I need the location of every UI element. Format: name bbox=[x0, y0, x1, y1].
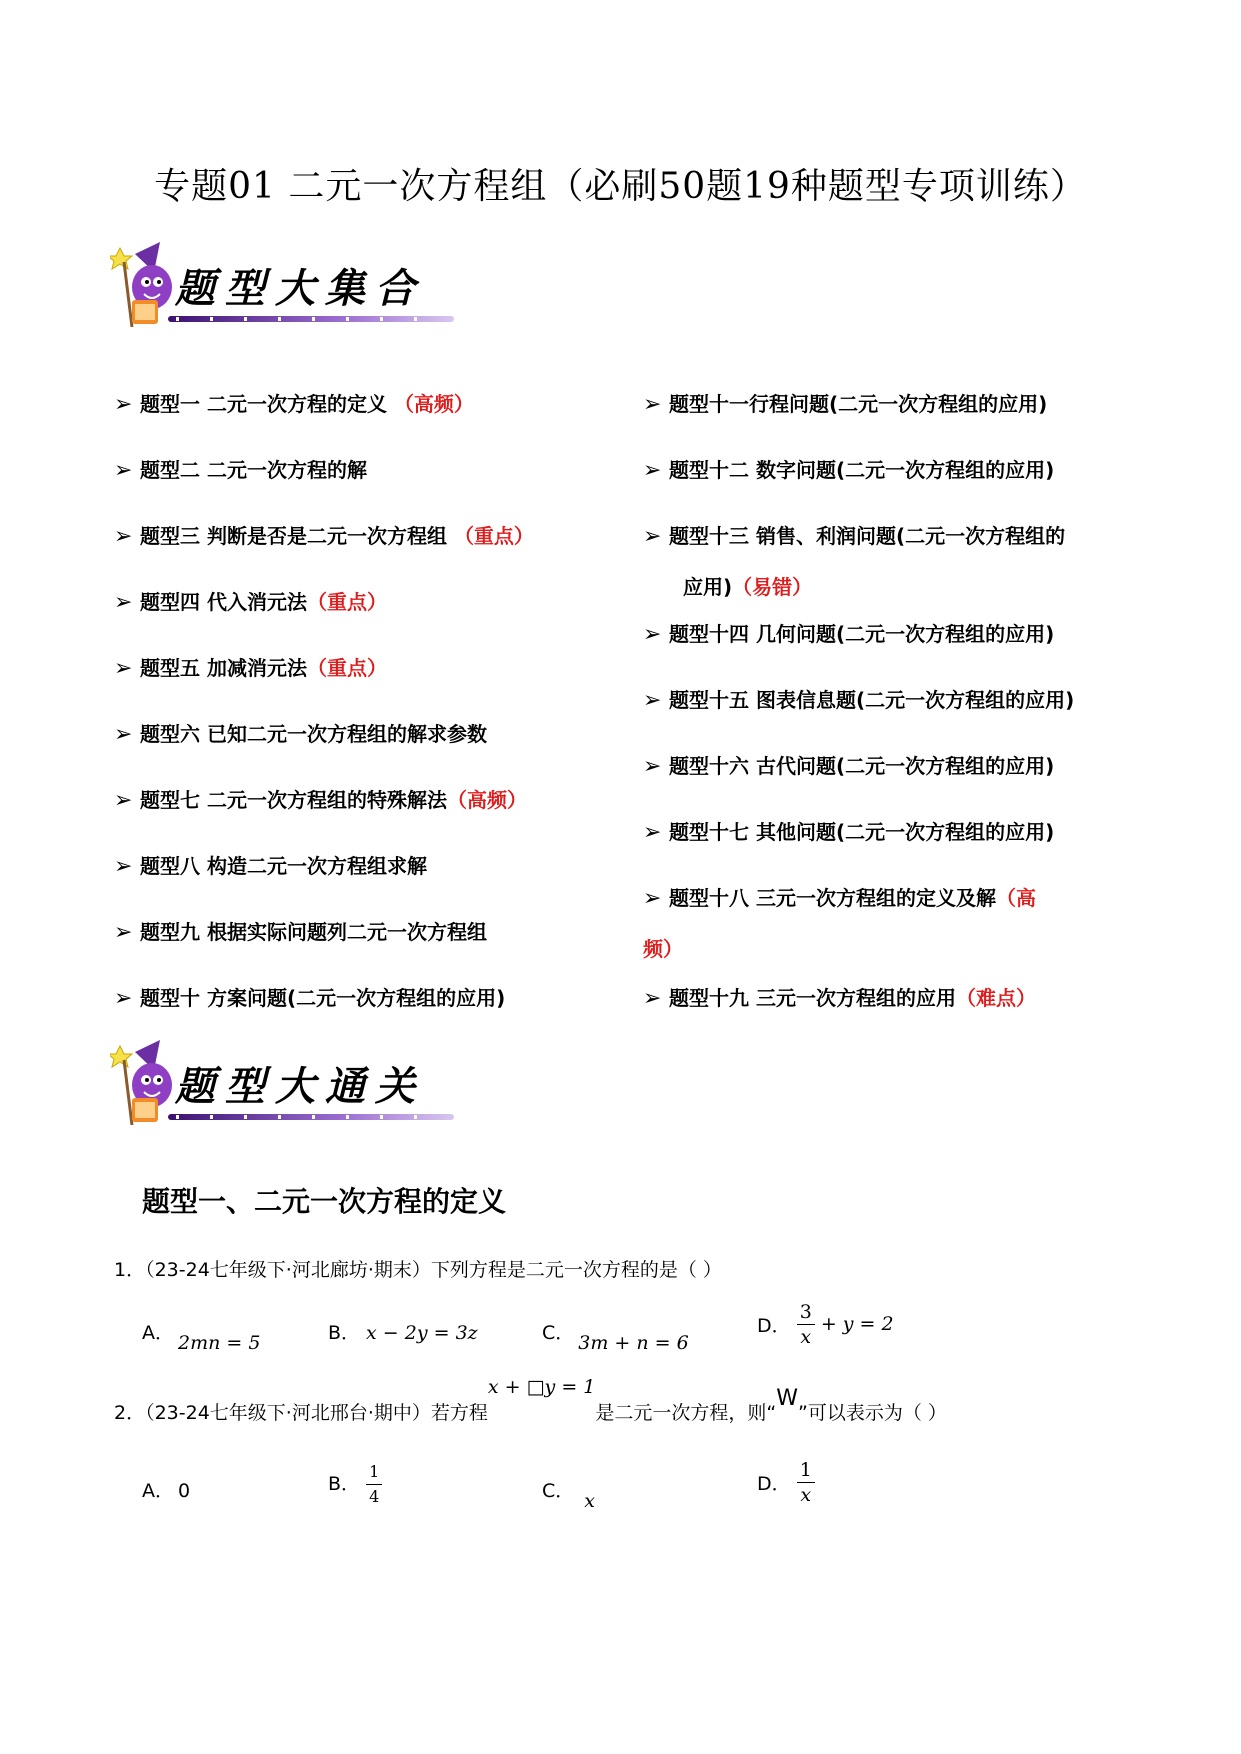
arrow-bullet-icon: ➢ bbox=[114, 986, 133, 1011]
wizard-mascot-icon bbox=[110, 1030, 180, 1140]
arrow-bullet-icon: ➢ bbox=[643, 622, 662, 647]
priority-tag: （重点） bbox=[306, 590, 387, 614]
list-item: ➢ 题型五 加减消元法（重点） bbox=[114, 656, 387, 681]
priority-tag: （易错） bbox=[732, 575, 813, 599]
fraction: $\frac{1}{x}$ bbox=[797, 1458, 815, 1507]
option-c: C． x bbox=[542, 1480, 595, 1512]
arrow-bullet-icon: ➢ bbox=[643, 392, 662, 417]
section-banner-practice bbox=[110, 1030, 460, 1140]
priority-tag: （难点） bbox=[955, 986, 1036, 1010]
question-text: （23-24七年级下·河北廊坊·期末）下列方程是二元一次方程的是（ ） bbox=[145, 1259, 722, 1281]
list-item: ➢ 题型十四 几何问题(二元一次方程组的应用) bbox=[643, 622, 1055, 647]
banner-title: 题型大通关 bbox=[175, 1063, 425, 1110]
priority-tag-continued: 频） bbox=[643, 937, 683, 961]
arrow-bullet-icon: ➢ bbox=[114, 854, 133, 879]
question-number: 1． bbox=[114, 1259, 146, 1281]
priority-tag: （高 bbox=[995, 886, 1036, 910]
section-heading: 题型一、二元一次方程的定义 bbox=[142, 1185, 507, 1218]
arrow-bullet-icon: ➢ bbox=[643, 458, 662, 483]
banner-title: 题型大集合 bbox=[175, 265, 425, 312]
banner-divider-dashes bbox=[176, 1115, 446, 1119]
option-d: D． $\frac{3}{x}$ + y = 2 bbox=[757, 1301, 894, 1348]
section-banner-collection bbox=[110, 232, 460, 342]
list-item: ➢ 题型八 构造二元一次方程组求解 bbox=[114, 854, 427, 879]
priority-tag: （高频） bbox=[446, 788, 527, 812]
list-item: ➢ 题型十八 三元一次方程组的定义及解（高 频） bbox=[643, 886, 1036, 961]
arrow-bullet-icon: ➢ bbox=[114, 590, 133, 615]
question-1 bbox=[114, 1255, 722, 1282]
banner-divider-dashes bbox=[176, 317, 446, 321]
option-c: C． 3m + n = 6 bbox=[542, 1322, 689, 1354]
option-b: B． x − 2y = 3z bbox=[328, 1322, 478, 1344]
arrow-bullet-icon: ➢ bbox=[643, 754, 662, 779]
arrow-bullet-icon: ➢ bbox=[643, 986, 662, 1011]
equation: x + □y = 1 bbox=[487, 1376, 596, 1398]
list-item: ➢ 题型十七 其他问题(二元一次方程组的应用) bbox=[643, 820, 1055, 845]
fraction: $\frac{1}{4}$ bbox=[366, 1460, 382, 1509]
page-title: 专题01 二元一次方程组（必刷50题19种题型专项训练） bbox=[154, 166, 1087, 207]
question-number: 2． bbox=[114, 1402, 146, 1424]
arrow-bullet-icon: ➢ bbox=[643, 886, 662, 911]
list-item: ➢ 题型一 二元一次方程的定义 （高频） bbox=[114, 392, 474, 417]
list-item: ➢ 题型十一行程问题(二元一次方程组的应用) bbox=[643, 392, 1048, 417]
arrow-bullet-icon: ➢ bbox=[114, 920, 133, 945]
list-item: ➢ 题型九 根据实际问题列二元一次方程组 bbox=[114, 920, 487, 945]
arrow-bullet-icon: ➢ bbox=[114, 458, 133, 483]
list-item: ➢ 题型三 判断是否是二元一次方程组 （重点） bbox=[114, 524, 534, 549]
list-item: ➢ 题型十九 三元一次方程组的应用（难点） bbox=[643, 986, 1036, 1011]
list-item: ➢ 题型十六 古代问题(二元一次方程组的应用) bbox=[643, 754, 1055, 779]
option-a: A． 2mn = 5 bbox=[142, 1322, 261, 1354]
placeholder-symbol: W bbox=[776, 1386, 799, 1411]
arrow-bullet-icon: ➢ bbox=[114, 392, 133, 417]
option-b: B． $\frac{1}{4}$ bbox=[328, 1460, 382, 1509]
arrow-bullet-icon: ➢ bbox=[643, 688, 662, 713]
question-2: 2．（23-24七年级下·河北邢台·期中）若方程x + □y = 1是二元一次方程，则“W”可以表示为（ ） bbox=[114, 1376, 947, 1424]
list-item: ➢ 题型六 已知二元一次方程组的解求参数 bbox=[114, 722, 487, 747]
arrow-bullet-icon: ➢ bbox=[114, 788, 133, 813]
list-item: ➢ 题型十三 销售、利润问题(二元一次方程组的 应用)（易错） bbox=[643, 524, 1066, 599]
arrow-bullet-icon: ➢ bbox=[114, 722, 133, 747]
option-d: D． $\frac{1}{x}$ bbox=[757, 1458, 815, 1507]
arrow-bullet-icon: ➢ bbox=[114, 524, 133, 549]
list-item: ➢ 题型四 代入消元法（重点） bbox=[114, 590, 387, 615]
priority-tag: （重点） bbox=[453, 524, 534, 548]
list-item: ➢ 题型十 方案问题(二元一次方程组的应用) bbox=[114, 986, 506, 1011]
priority-tag: （高频） bbox=[393, 392, 474, 416]
arrow-bullet-icon: ➢ bbox=[114, 656, 133, 681]
list-item: ➢ 题型二 二元一次方程的解 bbox=[114, 458, 367, 483]
list-item: ➢ 题型十二 数字问题(二元一次方程组的应用) bbox=[643, 458, 1055, 483]
option-a: A． 0 bbox=[142, 1480, 191, 1502]
arrow-bullet-icon: ➢ bbox=[643, 524, 662, 549]
list-item: ➢ 题型七 二元一次方程组的特殊解法（高频） bbox=[114, 788, 527, 813]
priority-tag: （重点） bbox=[306, 656, 387, 680]
wizard-mascot-icon bbox=[110, 232, 180, 342]
arrow-bullet-icon: ➢ bbox=[643, 820, 662, 845]
fraction: $\frac{3}{x}$ bbox=[797, 1300, 815, 1349]
list-item: ➢ 题型十五 图表信息题(二元一次方程组的应用) bbox=[643, 688, 1075, 713]
